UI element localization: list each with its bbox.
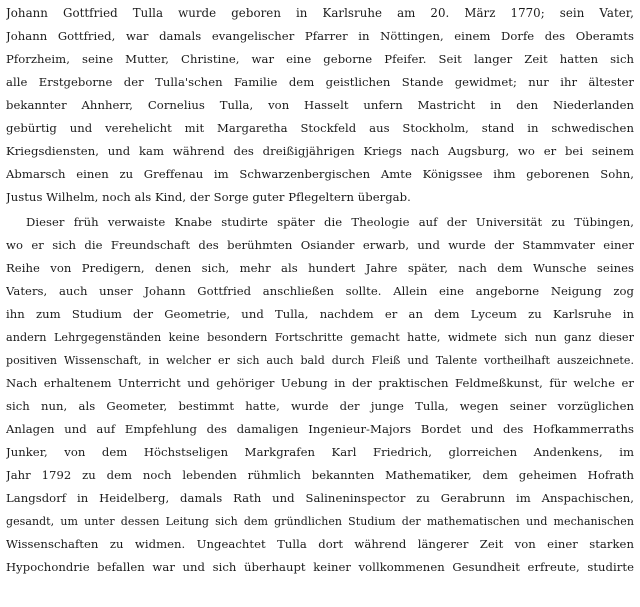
text-line: sich nun, als Geometer, bestimmt hatte, wurde der junge Tulla, wegen seiner vorzüglichen (6, 399, 634, 413)
paragraph-2 (6, 211, 634, 579)
document-page (6, 2, 634, 605)
text-line: Junker, von dem Höchstseligen Markgrafen Karl Friedrich, glorreichen Andenkens, im (6, 445, 634, 459)
text-line: gebürtig und verehelicht mit Margaretha Stockfeld aus Stockholm, stand in schwedischen (6, 121, 634, 135)
text-line: Langsdorf in Heidelberg, damals Rath und Salineninspector zu Gerabrunn im Anspachischen, (6, 491, 634, 505)
text-line: Justus Wilhelm, noch als Kind, der Sorge guter Pflegeltern übergab. (6, 190, 411, 204)
text-line: Anlagen und auf Empfehlung des damaligen Ingenieur-Majors Bordet und des Hofkammerraths (6, 422, 634, 436)
text-line: Dieser früh verwaiste Knabe studirte später die Theologie auf der Universität zu Tübingen, (26, 215, 634, 229)
text-line: Johann Gottfried Tulla wurde geboren in Karlsruhe am 20. März 1770; sein Vater, (6, 6, 634, 20)
text-line: Pforzheim, seine Mutter, Christine, war eine geborne Pfeifer. Seit langer Zeit hatten sich (6, 52, 634, 66)
text-line: positiven Wissenschaft, in welcher er sich auch bald durch Fleiß und Talente vortheilhaft auszeichnete. (6, 354, 634, 367)
text-line: Vaters, auch unser Johann Gottfried anschließen sollte. Allein eine angeborne Neigung zog (6, 284, 634, 298)
text-line: Wissenschaften zu widmen. Ungeachtet Tulla dort während längerer Zeit von einer starken (6, 537, 634, 551)
text-line: Abmarsch einen zu Greffenau im Schwarzenbergischen Amte Königssee ihm geborenen Sohn, (6, 167, 634, 181)
text-line: Johann Gottfried, war damals evangelischer Pfarrer in Nöttingen, einem Dorfe des Oberamts (6, 29, 634, 43)
text-line: gesandt, um unter dessen Leitung sich dem gründlichen Studium der mathematischen und mechanischen (6, 515, 634, 528)
text-line: bekannter Ahnherr, Cornelius Tulla, von Hasselt unfern Mastricht in den Niederlanden (6, 98, 634, 112)
text-line: Jahr 1792 zu dem noch lebenden rühmlich bekannten Mathematiker, dem geheimen Hofrath (6, 468, 634, 482)
text-line: Reihe von Predigern, denen sich, mehr als hundert Jahre später, nach dem Wunsche seines (6, 261, 634, 275)
paragraph-1 (6, 2, 634, 209)
text-line: ihn zum Studium der Geometrie, und Tulla, nachdem er an dem Lyceum zu Karlsruhe in (6, 307, 634, 321)
text-line: Kriegsdiensten, und kam während des dreißigjährigen Kriegs nach Augsburg, wo er bei seinem (6, 144, 634, 158)
text-line: Hypochondrie befallen war und sich überhaupt keiner vollkommenen Gesundheit erfreute, studirte (6, 560, 634, 574)
text-line: andern Lehrgegenständen keine besondern Fortschritte gemacht hatte, widmete sich nun ganz dieser (6, 331, 634, 344)
text-line: alle Erstgeborne der Tulla'schen Familie dem geistlichen Stande gewidmet; nur ihr ältester (6, 75, 634, 89)
text-line: Nach erhaltenem Unterricht und gehöriger Uebung in der praktischen Feldmeßkunst, für welche er (6, 376, 634, 390)
text-line: wo er sich die Freundschaft des berühmten Osiander erwarb, und wurde der Stammvater einer (6, 238, 634, 252)
